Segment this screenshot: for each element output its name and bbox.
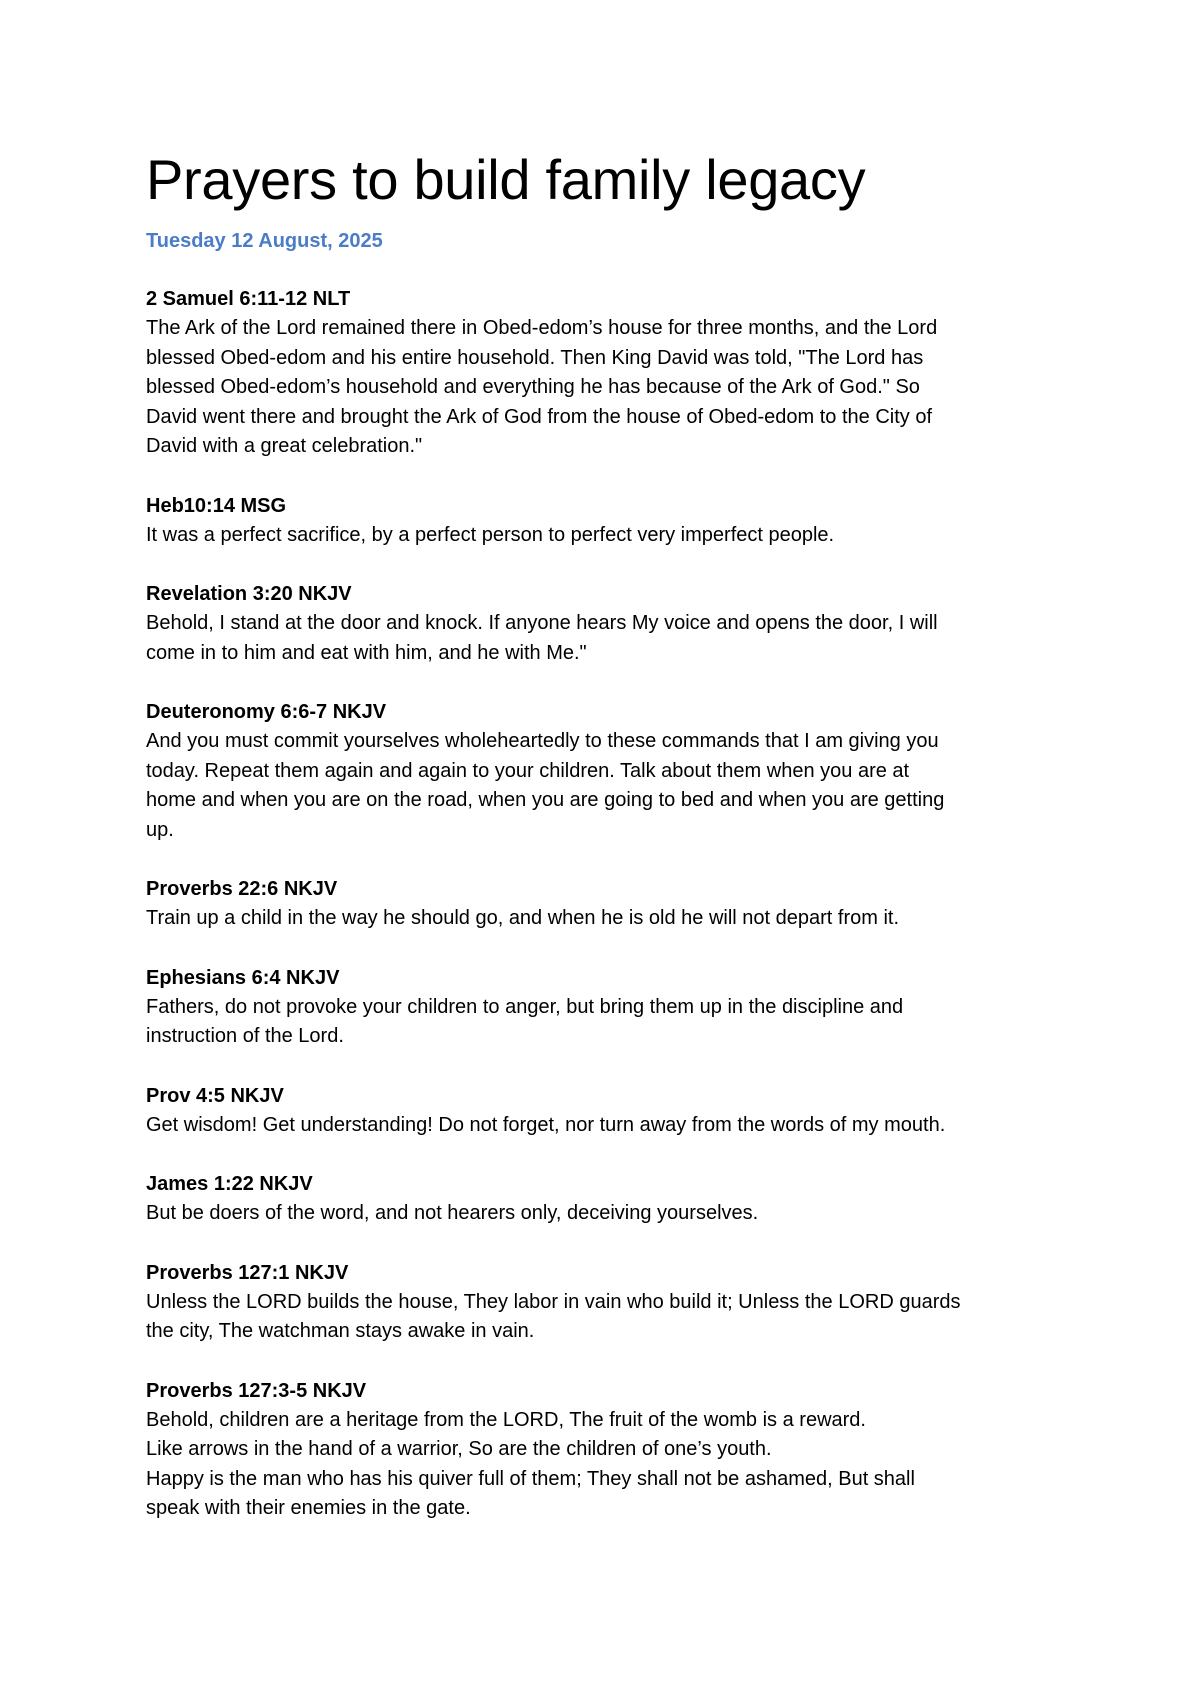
verse-text-line: come in to him and eat with him, and he with Me." [146, 641, 587, 664]
verse-text [146, 1111, 1076, 1141]
verse-text-line: The Ark of the Lord remained there in Obed-edom’s house for three months, and the Lord [146, 317, 938, 339]
verse-list [146, 284, 1076, 1524]
verse-text-line: speak with their enemies in the gate. [146, 1497, 471, 1519]
verse-text [146, 1288, 1076, 1347]
verse-reference: 2 Samuel 6:11-12 NLT [146, 288, 351, 310]
document-page [146, 146, 1076, 1553]
verse-block [146, 491, 1076, 551]
verse-reference: Deuteronomy 6:6-7 NKJV [146, 701, 387, 723]
verse-reference: James 1:22 NKJV [146, 1173, 313, 1195]
verse-block [146, 963, 1076, 1052]
verse-text-line: Fathers, do not provoke your children to anger, but bring them up in the discipline and [146, 995, 904, 1018]
verse-reference: Proverbs 22:6 NKJV [146, 878, 338, 900]
verse-text-line: today. Repeat them again and again to your children. Talk about them when you are at [146, 759, 910, 782]
verse-block [146, 1258, 1076, 1347]
verse-text [146, 1199, 1076, 1229]
verse-text [146, 609, 1076, 668]
verse-text-line: Get wisdom! Get understanding! Do not forget, nor turn away from the words of my mouth. [146, 1113, 946, 1136]
verse-text-line: instruction of the Lord. [146, 1025, 344, 1047]
document-date: Tuesday 12 August, 2025 [146, 230, 383, 252]
verse-text-line: And you must commit yourselves wholeheartedly to these commands that I am giving you [146, 730, 939, 752]
verse-text-line: Behold, I stand at the door and knock. If anyone hears My voice and opens the door, I will [146, 612, 938, 634]
verse-text-line: It was a perfect sacrifice, by a perfect person to perfect very imperfect people. [146, 523, 835, 546]
verse-text [146, 521, 1076, 551]
verse-block [146, 1081, 1076, 1141]
verse-block [146, 697, 1076, 845]
verse-reference: Heb10:14 MSG [146, 494, 287, 517]
verse-text [146, 993, 1076, 1052]
verse-reference: Proverbs 127:3-5 NKJV [146, 1379, 367, 1402]
verse-text-line: home and when you are on the road, when you are going to bed and when you are getting [146, 789, 945, 811]
verse-text [146, 1406, 1076, 1524]
document-title: Prayers to build family legacy [146, 148, 866, 211]
verse-block [146, 284, 1076, 462]
verse-text-line: blessed Obed-edom and his entire household. Then King David was told, "The Lord has [146, 346, 924, 369]
verse-block [146, 1376, 1076, 1524]
verse-text-line: Train up a child in the way he should go, and when he is old he will not depart from it. [146, 907, 900, 929]
verse-text-line: Behold, children are a heritage from the LORD, The fruit of the womb is a reward. [146, 1408, 866, 1431]
verse-text-line: David with a great celebration." [146, 435, 423, 457]
verse-block [146, 874, 1076, 934]
verse-text-line: blessed Obed-edom’s household and everything he has because of the Ark of God." So [146, 376, 920, 398]
verse-block [146, 579, 1076, 668]
verse-text-line: Like arrows in the hand of a warrior, So are the children of one’s youth. [146, 1438, 772, 1460]
verse-text-line: Happy is the man who has his quiver full of them; They shall not be ashamed, But shall [146, 1467, 915, 1490]
verse-text [146, 727, 1076, 845]
verse-text [146, 904, 1076, 934]
verse-text [146, 314, 1076, 462]
verse-text-line: Unless the LORD builds the house, They labor in vain who build it; Unless the LORD guards [146, 1290, 961, 1313]
verse-text-line: But be doers of the word, and not hearers only, deceiving yourselves. [146, 1202, 759, 1224]
verse-text-line: David went there and brought the Ark of God from the house of Obed-edom to the City of [146, 405, 933, 428]
verse-reference: Prov 4:5 NKJV [146, 1084, 284, 1107]
verse-block [146, 1169, 1076, 1229]
verse-text-line: the city, The watchman stays awake in vain. [146, 1320, 535, 1342]
verse-reference: Proverbs 127:1 NKJV [146, 1261, 349, 1284]
verse-reference: Ephesians 6:4 NKJV [146, 966, 340, 989]
verse-text-line: up. [146, 818, 174, 841]
verse-reference: Revelation 3:20 NKJV [146, 583, 352, 605]
